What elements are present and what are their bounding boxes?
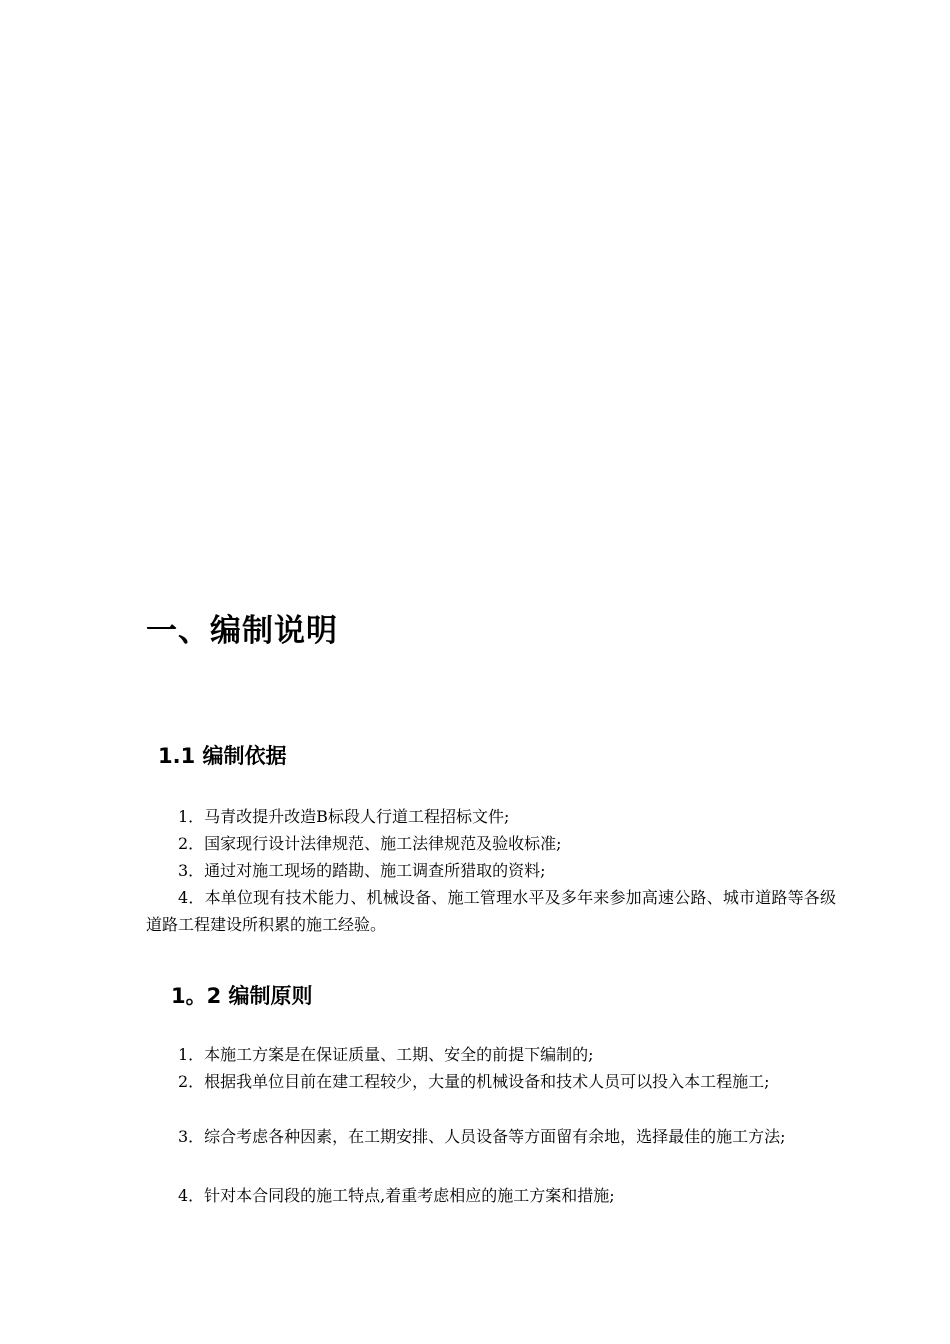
section-title: 一、编制说明: [146, 613, 338, 649]
principles-item-1: 1．本施工方案是在保证质量、工期、安全的前提下编制的;: [178, 1045, 594, 1064]
basis-item-2: 2．国家现行设计法律规范、施工法律规范及验收标准;: [178, 834, 562, 853]
principles-item-3: 3．综合考虑各种因素，在工期安排、人员设备等方面留有余地，选择最佳的施工方法;: [178, 1127, 786, 1146]
principles-item-4: 4．针对本合同段的施工特点,着重考虑相应的施工方案和措施;: [178, 1186, 615, 1205]
basis-item-3: 3．通过对施工现场的踏勘、施工调查所猎取的资料;: [178, 861, 546, 880]
principles-heading: 1。2 编制原则: [171, 984, 313, 1008]
basis-item-4: 4．本单位现有技术能力、机械设备、施工管理水平及多年来参加高速公路、城市道路等各级道路工程建设所积累的施工经验。: [146, 888, 836, 934]
principles-item-2: 2．根据我单位目前在建工程较少，大量的机械设备和技术人员可以投入本工程施工;: [178, 1072, 770, 1091]
basis-heading: 1.1 编制依据: [158, 744, 287, 768]
basis-item-1: 1．马青改提升改造B标段人行道工程招标文件;: [178, 807, 510, 826]
